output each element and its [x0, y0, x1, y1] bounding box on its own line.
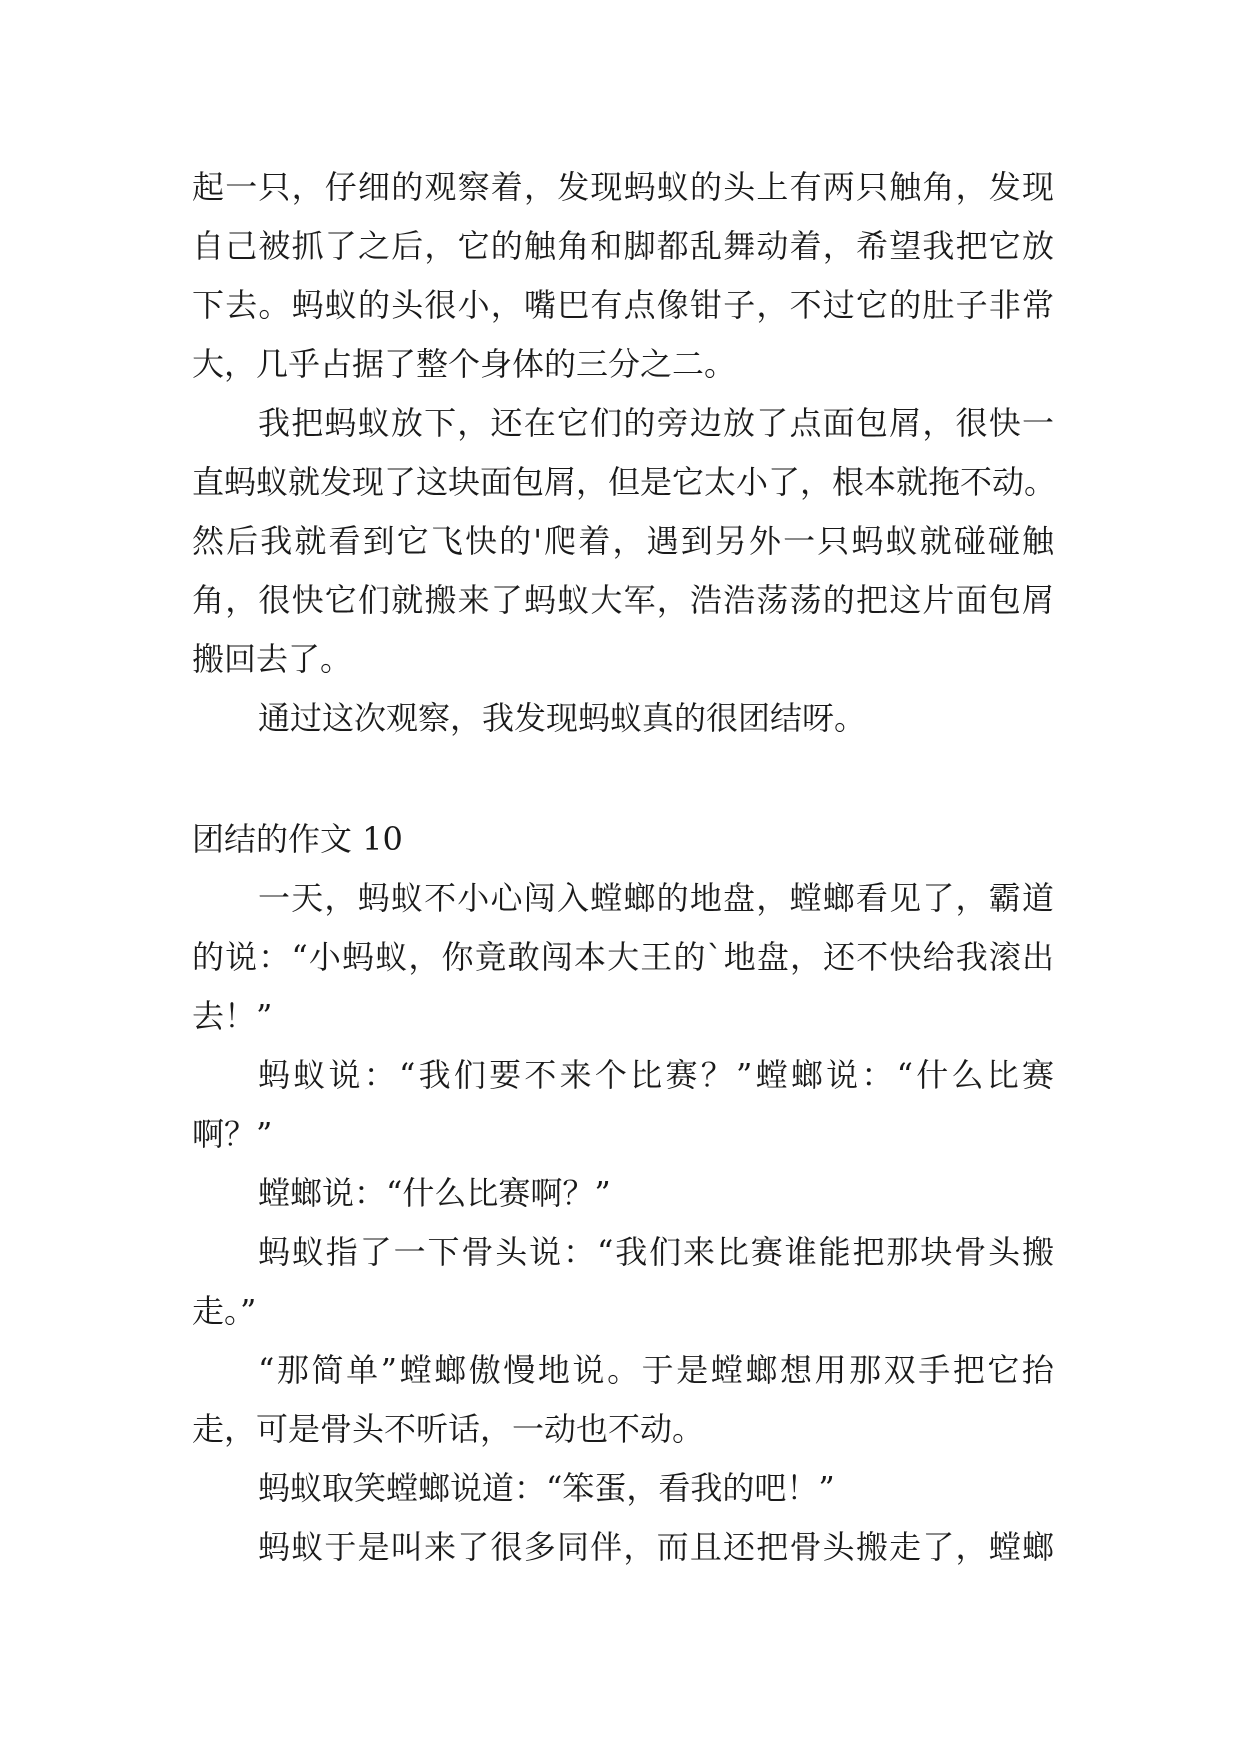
paragraph-line: 蚂蚁于是叫来了很多同伴，而且还把骨头搬走了，螳螂: [258, 1528, 1054, 1566]
paragraph-line: 蚂蚁指了一下骨头说：“我们来比赛谁能把那块骨头搬: [258, 1233, 1054, 1271]
paragraph-line: 螳螂说：“什么比赛啊？”: [258, 1174, 611, 1212]
paragraph-line: 一天，蚂蚁不小心闯入螳螂的地盘，螳螂看见了，霸道: [258, 879, 1054, 917]
paragraph-line: “那简单”螳螂傲慢地说。于是螳螂想用那双手把它抬: [258, 1351, 1054, 1389]
paragraph-line: 搬回去了。: [192, 640, 353, 678]
paragraph-line: 自己被抓了之后，它的触角和脚都乱舞动着，希望我把它放: [192, 227, 1054, 265]
paragraph-line: 走。”: [192, 1292, 257, 1330]
paragraph-line: 下去。蚂蚁的头很小，嘴巴有点像钳子，不过它的肚子非常: [192, 286, 1054, 324]
paragraph-line: 然后我就看到它飞快的'爬着，遇到另外一只蚂蚁就碰碰触: [192, 522, 1054, 560]
paragraph-line: 通过这次观察，我发现蚂蚁真的很团结呀。: [258, 699, 867, 737]
document-page: [192, 158, 1057, 1577]
paragraph-line: 蚂蚁说：“我们要不来个比赛？”螳螂说：“什么比赛: [258, 1056, 1054, 1094]
paragraph-line: 角，很快它们就搬来了蚂蚁大军，浩浩荡荡的把这片面包屑: [192, 581, 1054, 619]
paragraph-line: 我把蚂蚁放下，还在它们的旁边放了点面包屑，很快一: [258, 404, 1054, 442]
paragraph-line: 去！”: [192, 997, 273, 1035]
paragraph-line: 走，可是骨头不听话，一动也不动。: [192, 1410, 705, 1448]
paragraph-line: 啊？”: [192, 1115, 273, 1153]
paragraph-line: 起一只，仔细的观察着，发现蚂蚁的头上有两只触角，发现: [192, 168, 1054, 206]
section-heading: 团结的作文 10: [192, 820, 403, 858]
paragraph-line: 蚂蚁取笑螳螂说道：“笨蛋，看我的吧！”: [258, 1469, 835, 1507]
paragraph-line: 直蚂蚁就发现了这块面包屑，但是它太小了，根本就拖不动。: [192, 463, 1057, 501]
paragraph-line: 的说：“小蚂蚁，你竟敢闯本大王的`地盘，还不快给我滚出: [192, 938, 1054, 976]
section-gap: [192, 748, 1054, 810]
paragraph-line: 大，几乎占据了整个身体的三分之二。: [192, 345, 737, 383]
